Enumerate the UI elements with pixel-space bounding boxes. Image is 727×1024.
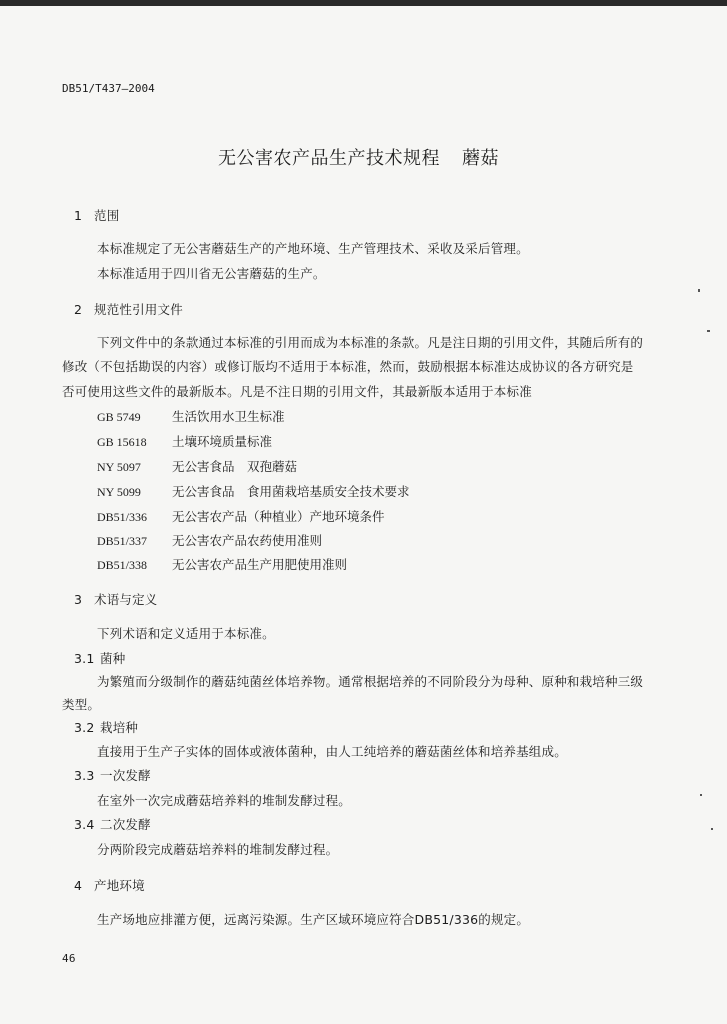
reference-code: DB51/338 (97, 558, 148, 572)
reference-code: DB51/336 (97, 510, 148, 524)
section-1-paragraph-2: 本标准适用于四川省无公害蘑菇的生产。 (97, 266, 326, 281)
scan-speck (700, 794, 702, 796)
scan-speck (711, 828, 713, 830)
section-title: 术语与定义 (94, 592, 158, 607)
section-2-heading (74, 302, 183, 318)
scan-top-edge (0, 0, 727, 6)
term-name: 二次发酵 (100, 817, 151, 832)
section-4-heading (74, 878, 145, 894)
reference-title: 土壤环境质量标准 (172, 434, 273, 449)
term-3-3-definition: 在室外一次完成蘑菇培养料的堆制发酵过程。 (97, 793, 352, 808)
scan-speck (707, 330, 710, 332)
reference-code: NY 5097 (97, 460, 141, 474)
term-3-4-definition: 分两阶段完成蘑菇培养料的堆制发酵过程。 (97, 842, 339, 857)
document-id: DB51/T437—2004 (62, 82, 155, 95)
section-3-intro: 下列术语和定义适用于本标准。 (97, 626, 275, 641)
section-1-paragraph-1: 本标准规定了无公害蘑菇生产的产地环境、生产管理技术、采收及采后管理。 (97, 241, 529, 256)
title-sub: 蘑菇 (462, 148, 499, 169)
section-1-heading (74, 208, 119, 224)
section-number: 2 (74, 302, 83, 317)
scan-speck (698, 289, 700, 292)
term-3-3-heading (74, 768, 151, 784)
section-title: 产地环境 (94, 878, 145, 893)
section-number: 1 (74, 208, 83, 223)
term-3-1-heading (74, 651, 125, 667)
term-3-4-heading (74, 817, 151, 833)
reference-title: 无公害食品 双孢蘑菇 (172, 459, 298, 474)
page-title (218, 148, 499, 170)
title-main: 无公害农产品生产技术规程 (218, 148, 440, 169)
section-4-paragraph-1: 生产场地应排灌方便，远离污染源。生产区域环境应符合DB51/336的规定。 (97, 912, 530, 927)
reference-code: NY 5099 (97, 485, 141, 499)
term-name: 栽培种 (100, 720, 139, 735)
reference-code: GB 5749 (97, 410, 141, 424)
reference-title: 无公害农产品农药使用准则 (172, 533, 323, 548)
section-2-paragraph-line-1: 下列文件中的条款通过本标准的引用而成为本标准的条款。凡是注日期的引用文件，其随后所有的 (97, 335, 644, 350)
reference-code: DB51/337 (97, 534, 148, 548)
reference-title: 无公害农产品生产用肥使用准则 (172, 557, 348, 572)
reference-title: 无公害食品 食用菌栽培基质安全技术要求 (172, 484, 410, 499)
term-3-2-heading (74, 720, 138, 736)
section-number: 3 (74, 592, 83, 607)
term-3-1-definition-line-1: 为繁殖而分级制作的蘑菇纯菌丝体培养物。通常根据培养的不同阶段分为母种、原种和栽培种三级 (97, 674, 644, 689)
term-number: 3.2 (74, 720, 95, 735)
section-title: 规范性引用文件 (94, 302, 183, 317)
term-number: 3.1 (74, 651, 95, 666)
section-title: 范围 (94, 208, 120, 223)
reference-title: 生活饮用水卫生标准 (172, 409, 285, 424)
term-number: 3.4 (74, 817, 95, 832)
reference-code: GB 15618 (97, 435, 147, 449)
term-3-1-definition-line-2: 类型。 (62, 697, 101, 712)
section-2-paragraph-line-3: 否可使用这些文件的最新版本。凡是不注日期的引用文件，其最新版本适用于本标准 (62, 384, 532, 399)
reference-title: 无公害农产品（种植业）产地环境条件 (172, 509, 385, 524)
section-2-paragraph-line-2: 修改（不包括勘误的内容）或修订版均不适用于本标准，然而，鼓励根据本标准达成协议的各方研究是 (62, 359, 634, 374)
section-number: 4 (74, 878, 83, 893)
term-name: 一次发酵 (100, 768, 151, 783)
page-number: 46 (62, 952, 76, 965)
term-3-2-definition: 直接用于生产子实体的固体或液体菌种，由人工纯培养的蘑菇菌丝体和培养基组成。 (97, 744, 567, 759)
term-name: 菌种 (100, 651, 126, 666)
section-3-heading (74, 592, 158, 608)
term-number: 3.3 (74, 768, 95, 783)
